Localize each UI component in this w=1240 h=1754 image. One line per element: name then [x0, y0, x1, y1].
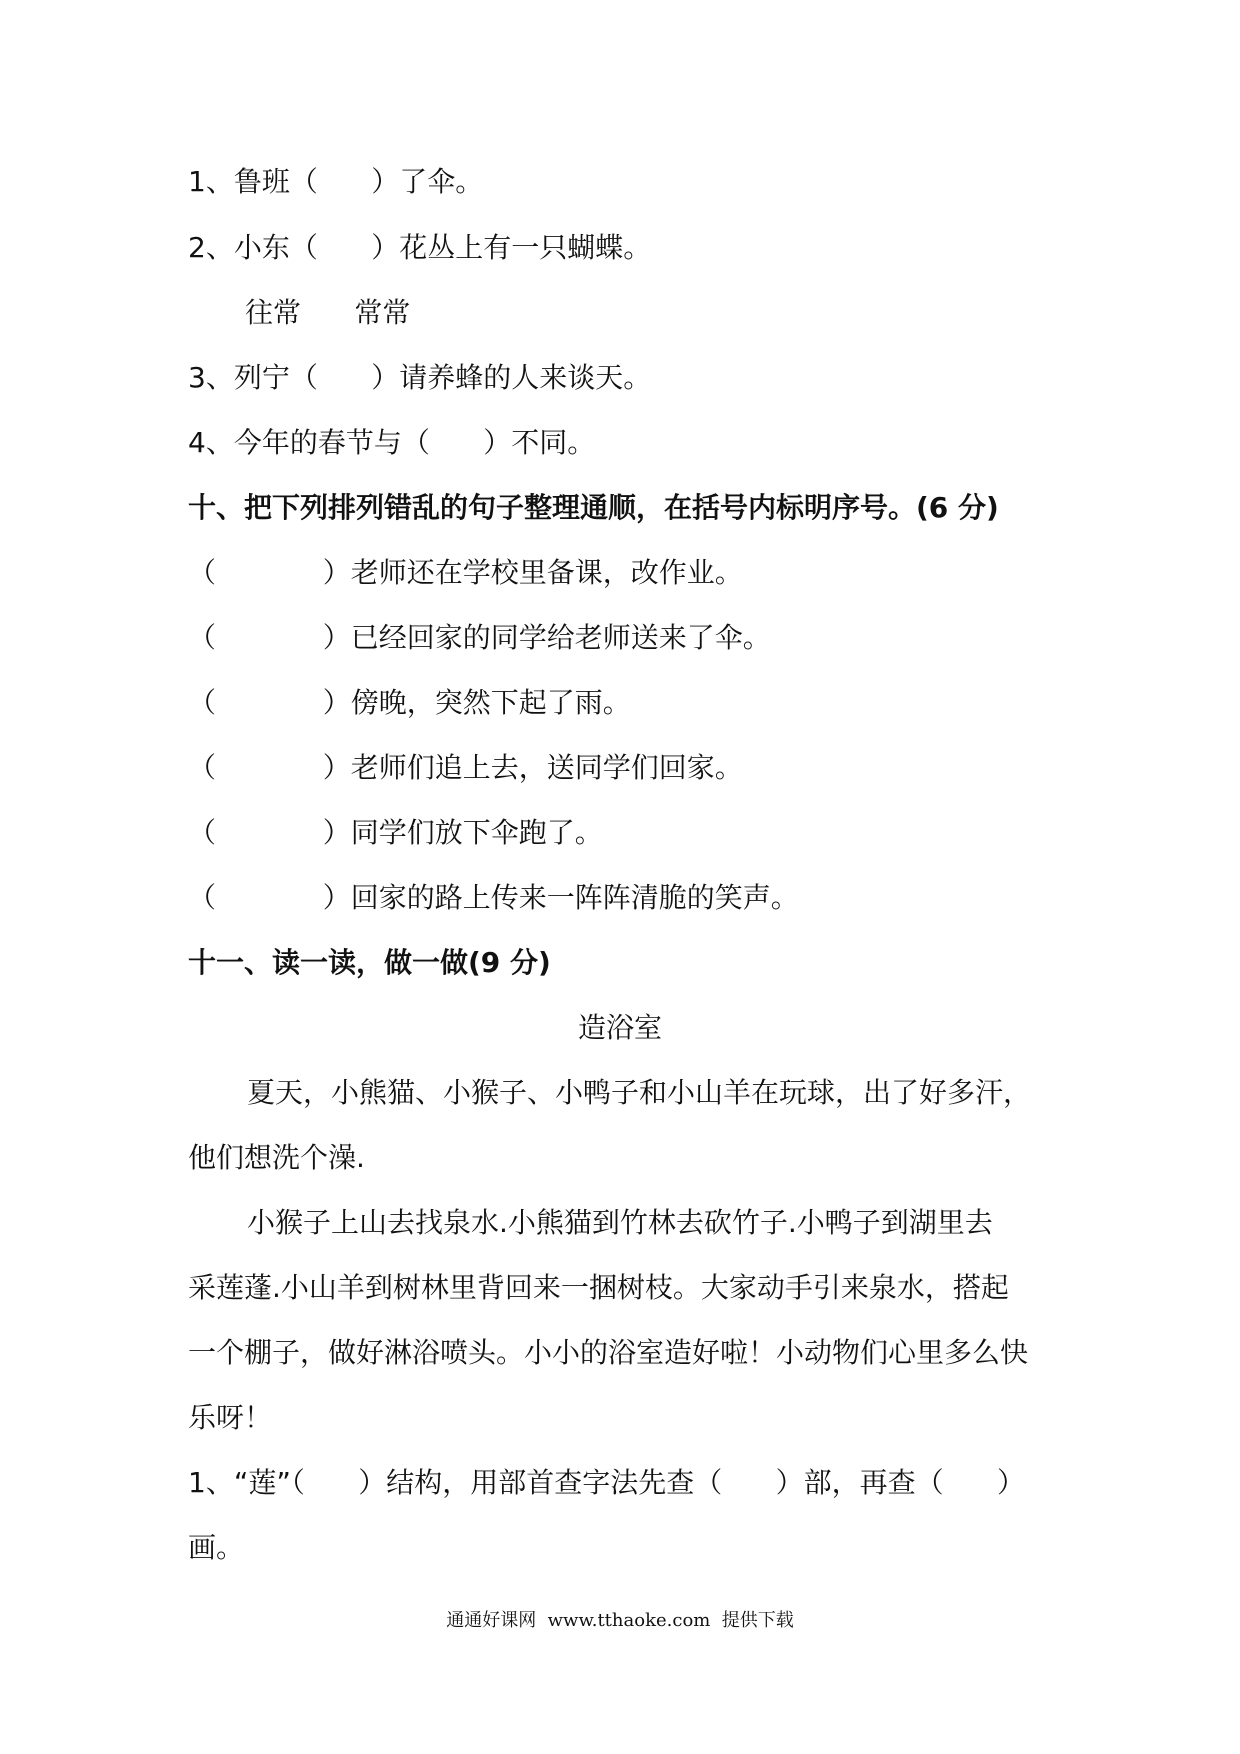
passage-line: 一个棚子，做好淋浴喷头。小小的浴室造好啦！小动物们心里多么快 [188, 1336, 1029, 1369]
passage-line: 他们想洗个澡. [188, 1141, 365, 1174]
sentence-order-row: （ ）傍晚，突然下起了雨。 [188, 686, 631, 719]
q9-item-1: 1、鲁班（ ）了伞。 [188, 165, 484, 198]
q9-word-choices: 往常 常常 [245, 296, 411, 329]
q9-item-4: 4、今年的春节与（ ）不同。 [188, 426, 596, 459]
sentence-order-row: （ ）回家的路上传来一阵阵清脆的笑声。 [188, 881, 799, 914]
sentence-order-row: （ ）已经回家的同学给老师送来了伞。 [188, 621, 771, 654]
passage-line: 乐呀！ [188, 1401, 273, 1434]
q9-item-2: 2、小东（ ）花丛上有一只蝴蝶。 [188, 231, 652, 264]
section-11-heading: 十一、读一读，做一做(9 分) [188, 946, 551, 979]
passage-line: 采莲蓬.小山羊到树林里背回来一捆树枝。大家动手引来泉水，搭起 [188, 1271, 1009, 1304]
question-line: 1、“莲”（ ）结构，用部首查字法先查（ ）部，再查（ ） [188, 1466, 1026, 1499]
section-10-heading: 十、把下列排列错乱的句子整理通顺，在括号内标明序号。(6 分) [188, 491, 999, 524]
q9-item-3: 3、列宁（ ）请养蜂的人来谈天。 [188, 361, 652, 394]
passage-title: 造浴室 [577, 1011, 662, 1044]
passage-line: 夏天，小熊猫、小猴子、小鸭子和小山羊在玩球，出了好多汗， [247, 1076, 1032, 1109]
footer-source: 通通好课网 www.tthaoke.com 提供下载 [446, 1610, 794, 1631]
question-line: 画。 [188, 1531, 245, 1564]
sentence-order-row: （ ）老师还在学校里备课，改作业。 [188, 556, 743, 589]
sentence-order-row: （ ）同学们放下伞跑了。 [188, 816, 603, 849]
sentence-order-row: （ ）老师们追上去，送同学们回家。 [188, 751, 743, 784]
passage-line: 小猴子上山去找泉水.小熊猫到竹林去砍竹子.小鸭子到湖里去 [247, 1206, 993, 1239]
